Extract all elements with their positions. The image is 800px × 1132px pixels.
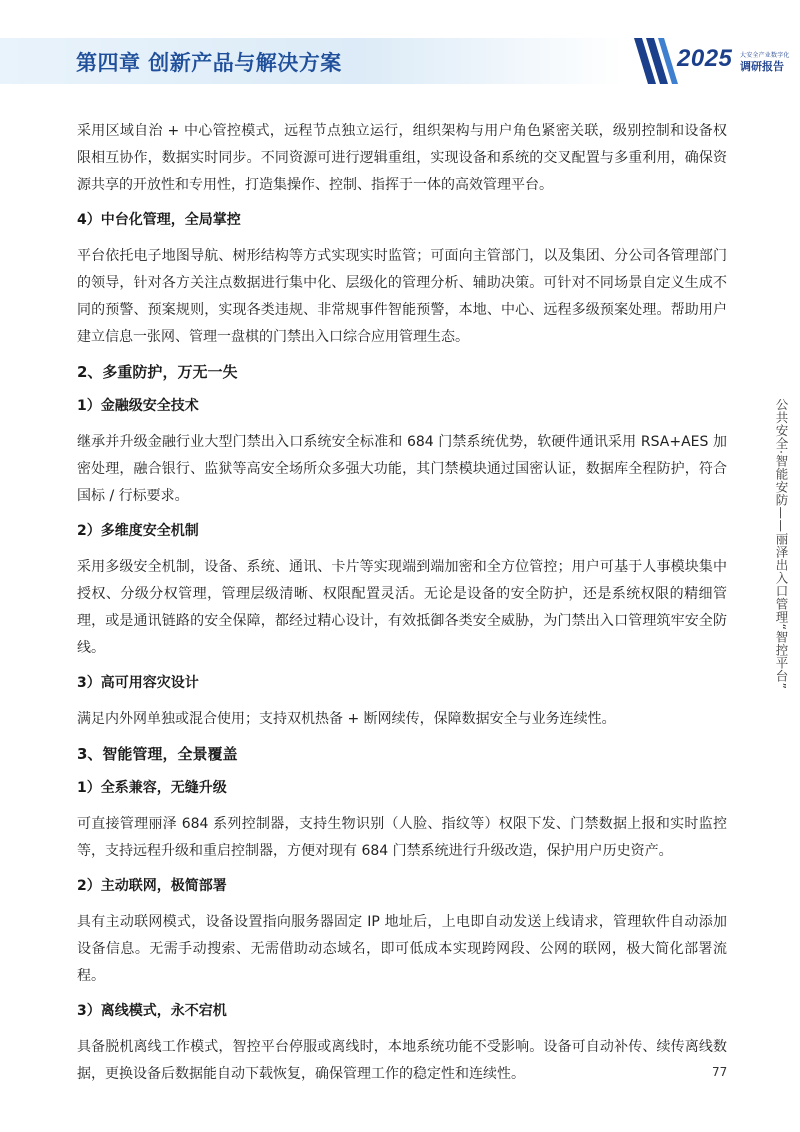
page-header: [0, 38, 800, 84]
subsection-2-2-paragraph: 采用多级安全机制，设备、系统、通讯、卡片等实现端到端加密和全方位管控；用户可基于人事模块集中授权、分级分权管理，管理层级清晰、权限配置灵活。无论是设备的安全防护，还是系统权限的精细管理，或是通讯链路的安全保障，都经过精心设计，有效抵御各类安全威胁，为门禁出入口管理筑牢安全防线。: [77, 559, 727, 656]
subsection-2-1-heading: 1）金融级安全技术: [77, 398, 199, 414]
section-3-heading: 3、智能管理，全景覆盖: [77, 745, 238, 763]
intro-paragraph: 采用区域自治 + 中心管控模式，远程节点独立运行，组织架构与用户角色紧密关联，级别控制和设备权限相互协作，数据实时同步。不同资源可进行逻辑重组，实现设备和系统的交叉配置与多重利用，确保资源共享的开放性和专用性，打造集操作、控制、指挥于一体的高效管理平台。: [77, 123, 727, 193]
section-4-heading: 4）中台化管理，全局掌控: [77, 212, 241, 228]
subsection-2-3-heading: 3）高可用容灾设计: [77, 675, 199, 691]
subsection-2-3-paragraph: 满足内外网单独或混合使用；支持双机热备 + 断网续传，保障数据安全与业务连续性。: [77, 711, 616, 727]
side-caption: 公共安全·智能安防——丽泽出入口管理“智控平台”: [774, 398, 789, 690]
page-number: 77: [712, 1065, 728, 1079]
main-content: [77, 118, 727, 1098]
subsection-3-1-heading: 1）全系兼容，无缝升级: [77, 780, 227, 796]
section-4-paragraph: 平台依托电子地图导航、树形结构等方式实现实时监管；可面向主管部门，以及集团、分公司各管理部门的领导，针对各方关注点数据进行集中化、层级化的管理分析、辅助决策。可针对不同场景自定义生成不同的预警、预案规则，实现各类违规、非常规事件智能预警，本地、中心、远程多级预案处理。帮助用户建立信息一张网、管理一盘棋的门禁出入口综合应用管理生态。: [77, 248, 727, 345]
subsection-3-3-paragraph: 具备脱机离线工作模式，智控平台停服或离线时，本地系统功能不受影响。设备可自动补传、续传离线数据，更换设备后数据能自动下载恢复，确保管理工作的稳定性和连续性。: [77, 1039, 727, 1082]
subsection-3-2-heading: 2）主动联网，极简部署: [77, 878, 227, 894]
subsection-2-2-heading: 2）多维度安全机制: [77, 523, 199, 539]
chapter-title: 第四章 创新产品与解决方案: [76, 51, 342, 75]
subsection-2-1-paragraph: 继承并升级金融行业大型门禁出入口系统安全标准和 684 门禁系统优势，软硬件通讯采用 RSA+AES 加密处理，融合银行、监狱等高安全场所众多强大功能，其门禁模块通过国密认证，数据库全程防护，符合国标 / 行标要求。: [77, 434, 727, 504]
section-2-heading: 2、多重防护，万无一失: [77, 363, 238, 381]
report-logo: [628, 38, 800, 84]
logo-subtitle-big: 调研报告: [740, 60, 784, 73]
subsection-3-1-paragraph: 可直接管理丽泽 684 系列控制器，支持生物识别（人脸、指纹等）权限下发、门禁数据上报和实时监控等，支持远程升级和重启控制器，方便对现有 684 门禁系统进行升级改造，保护用户历史资产。: [77, 816, 727, 859]
logo-year: 2025: [677, 45, 733, 72]
subsection-3-2-paragraph: 具有主动联网模式，设备设置指向服务器固定 IP 地址后，上电即自动发送上线请求，管理软件自动添加设备信息。无需手动搜索、无需借助动态域名，即可低成本实现跨网段、公网的联网，极大简化部署流程。: [77, 914, 727, 984]
logo-subtitle-small: 大安全产业数字化: [740, 52, 790, 59]
subsection-3-3-heading: 3）离线模式，永不宕机: [77, 1003, 227, 1019]
